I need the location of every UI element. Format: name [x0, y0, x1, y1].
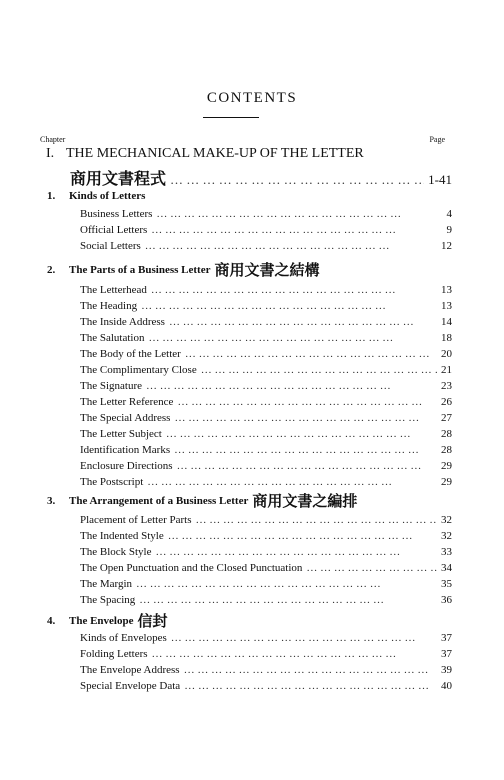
entry-page: 23	[441, 380, 452, 392]
toc-entry	[80, 680, 452, 692]
dot-leader	[156, 546, 438, 558]
toc-entry	[80, 428, 452, 440]
dot-leader	[151, 284, 437, 296]
toc-entry	[80, 664, 452, 676]
section-title: The Envelope	[69, 614, 134, 627]
toc-entry	[80, 240, 452, 252]
entry-label: The Envelope Address	[80, 664, 180, 676]
entry-page: 40	[441, 680, 452, 692]
dot-leader	[141, 300, 437, 312]
entry-page: 29	[441, 476, 452, 488]
entry-page: 34	[441, 562, 452, 574]
dot-leader	[147, 476, 437, 488]
entry-label: Social Letters	[80, 240, 141, 252]
title-rule	[203, 117, 259, 118]
toc-entry	[80, 578, 452, 590]
entry-page: 13	[441, 284, 452, 296]
entry-label: The Postscript	[80, 476, 144, 488]
toc-entry	[80, 444, 452, 456]
chapter-subtitle-cjk: 商用文書程式	[70, 169, 167, 188]
section-heading	[47, 259, 319, 280]
entry-page: 37	[441, 632, 452, 644]
entry-label: The Block Style	[80, 546, 152, 558]
chapter-heading	[46, 146, 364, 162]
section-title-cjk: 商用文書之結構	[214, 261, 320, 279]
entry-page: 39	[441, 664, 452, 676]
entry-page: 12	[441, 240, 452, 252]
dot-leader	[146, 380, 437, 392]
toc-entry	[80, 332, 452, 344]
dot-leader	[148, 332, 437, 344]
dot-leader	[201, 364, 437, 376]
entry-page: 27	[441, 412, 452, 424]
section-title-cjk: 信封	[137, 612, 168, 630]
entry-page: 28	[441, 428, 452, 440]
dot-leader	[171, 632, 437, 644]
dot-leader	[166, 428, 437, 440]
entry-page: 37	[441, 648, 452, 660]
dot-leader	[185, 348, 437, 360]
chapter-pages: 1-41	[428, 172, 452, 187]
toc-entry	[80, 300, 452, 312]
entry-label: The Margin	[80, 578, 133, 590]
section-number: 2.	[47, 263, 56, 276]
dot-leader	[139, 594, 437, 606]
toc-entry	[80, 648, 452, 660]
toc-entry	[80, 530, 452, 542]
toc-entry	[80, 348, 452, 360]
toc-entry	[80, 224, 452, 236]
entry-page: 20	[441, 348, 452, 360]
entry-page: 13	[441, 300, 452, 312]
entry-label: Kinds of Envelopes	[80, 632, 167, 644]
toc-entry	[80, 546, 452, 558]
entry-label: Official Letters	[80, 224, 148, 236]
page-column-header: Page	[429, 135, 445, 144]
dot-leader	[169, 316, 437, 328]
dot-leader	[168, 530, 437, 542]
dot-leader	[170, 172, 424, 188]
toc-entry	[80, 476, 452, 488]
entry-page: 35	[441, 578, 452, 590]
toc-entry	[80, 396, 452, 408]
toc-entry	[80, 284, 452, 296]
toc-entry	[80, 412, 452, 424]
entry-label: The Letterhead	[80, 284, 147, 296]
toc-entry	[80, 364, 452, 376]
section-title-cjk: 商用文書之編排	[252, 492, 358, 510]
entry-label: The Letter Reference	[80, 396, 174, 408]
toc-entry	[80, 562, 452, 574]
entry-label: The Salutation	[80, 332, 145, 344]
chapter-column-header: Chapter	[40, 135, 66, 144]
section-title: The Parts of a Business Letter	[69, 263, 211, 276]
entry-page: 4	[446, 208, 452, 220]
dot-leader	[145, 240, 437, 252]
entry-label: The Spacing	[80, 594, 136, 606]
entry-label: The Special Address	[80, 412, 171, 424]
section-heading	[47, 610, 168, 631]
dot-leader	[174, 412, 437, 424]
entry-page: 32	[441, 514, 452, 526]
section-number: 1.	[47, 190, 56, 202]
dot-leader	[151, 224, 442, 236]
entry-page: 21	[441, 364, 452, 376]
entry-page: 9	[446, 224, 452, 236]
entry-label: The Letter Subject	[80, 428, 162, 440]
entry-page: 26	[441, 396, 452, 408]
dot-leader	[174, 444, 437, 456]
section-title: The Arrangement of a Business Letter	[69, 494, 249, 507]
toc-entry	[80, 514, 452, 526]
toc-entry	[80, 632, 452, 644]
section-number: 4.	[47, 614, 56, 627]
entry-label: The Signature	[80, 380, 143, 392]
section-title: Kinds of Letters	[69, 190, 146, 202]
dot-leader	[177, 396, 437, 408]
chapter-number: I.	[46, 146, 55, 161]
entry-page: 29	[441, 460, 452, 472]
entry-label: The Heading	[80, 300, 138, 312]
toc-entry	[80, 316, 452, 328]
entry-page: 32	[441, 530, 452, 542]
dot-leader	[152, 648, 437, 660]
section-number: 3.	[47, 494, 56, 507]
entry-page: 33	[441, 546, 452, 558]
entry-label: The Complimentary Close	[80, 364, 197, 376]
entry-label: Identification Marks	[80, 444, 171, 456]
dot-leader	[156, 208, 442, 220]
entry-page: 18	[441, 332, 452, 344]
page-title: CONTENTS	[206, 90, 298, 106]
toc-entry	[80, 594, 452, 606]
entry-label: The Body of the Letter	[80, 348, 181, 360]
dot-leader	[184, 680, 437, 692]
entry-label: Enclosure Directions	[80, 460, 173, 472]
chapter-subtitle-row	[70, 166, 452, 189]
dot-leader	[306, 562, 437, 574]
entry-page: 36	[441, 594, 452, 606]
toc-entry	[80, 460, 452, 472]
entry-label: Placement of Letter Parts	[80, 514, 192, 526]
entry-label: Folding Letters	[80, 648, 148, 660]
toc-entry	[80, 208, 452, 220]
dot-leader	[184, 664, 437, 676]
dot-leader	[196, 514, 438, 526]
dot-leader	[136, 578, 437, 590]
toc-entry	[80, 380, 452, 392]
entry-label: The Indented Style	[80, 530, 164, 542]
entry-page: 28	[441, 444, 452, 456]
entry-label: Business Letters	[80, 208, 153, 220]
entry-label: The Inside Address	[80, 316, 165, 328]
chapter-title: THE MECHANICAL MAKE-UP OF THE LETTER	[66, 146, 364, 161]
section-heading	[47, 190, 145, 202]
entry-label: The Open Punctuation and the Closed Punctuation	[80, 562, 303, 574]
dot-leader	[177, 460, 437, 472]
entry-label: Special Envelope Data	[80, 680, 181, 692]
section-heading	[47, 490, 357, 511]
entry-page: 14	[441, 316, 452, 328]
